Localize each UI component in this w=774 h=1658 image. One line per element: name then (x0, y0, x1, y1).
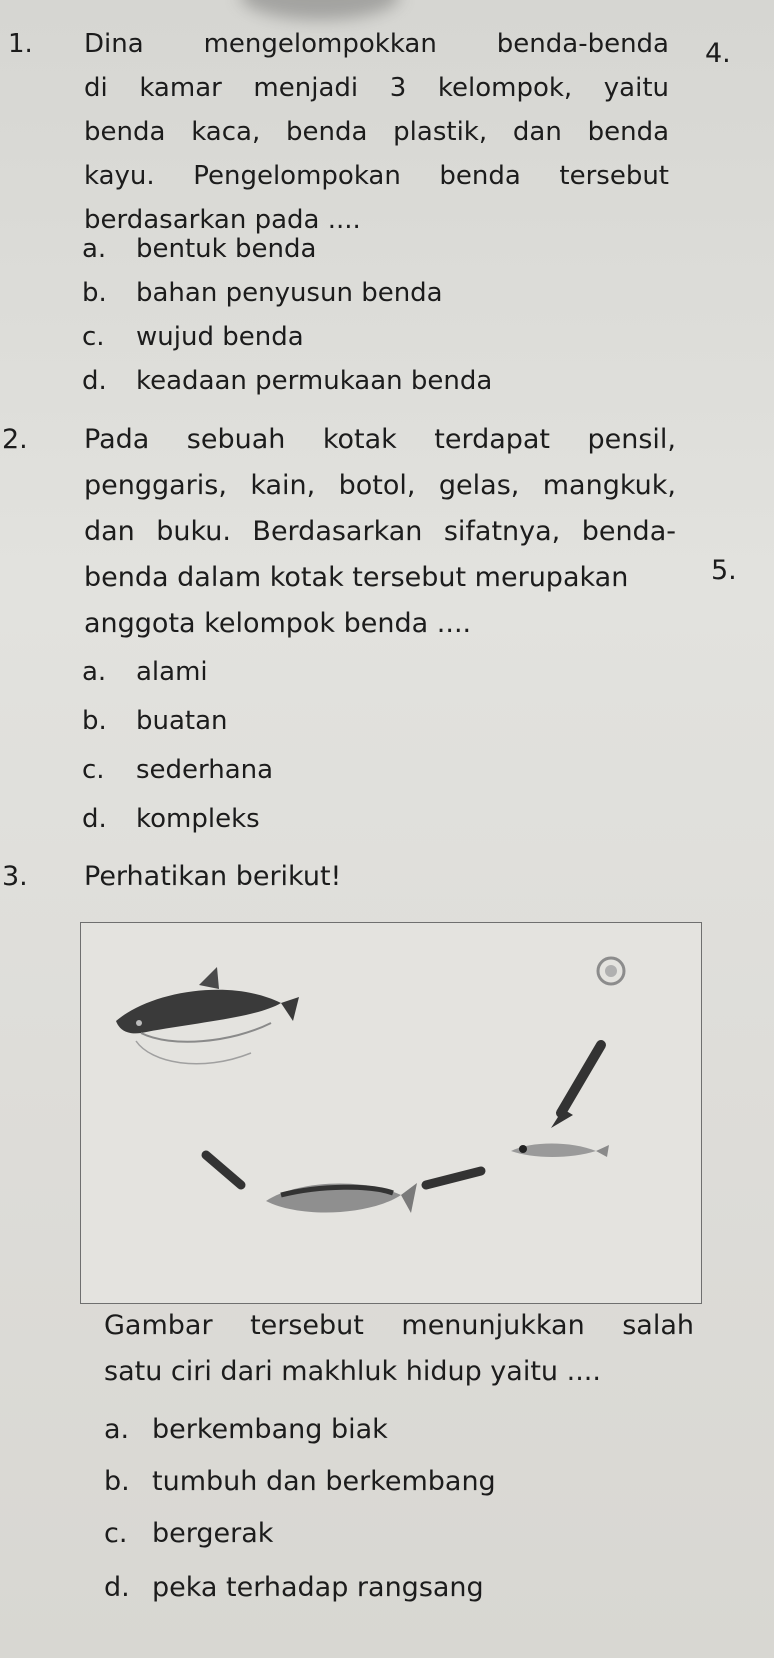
option-a[interactable] (82, 650, 208, 694)
option-c[interactable] (82, 315, 304, 359)
option-c[interactable] (82, 748, 273, 792)
option-text: keadaan permukaan benda (136, 366, 493, 396)
option-letter: c. (82, 322, 105, 352)
option-a[interactable] (104, 1408, 388, 1452)
question-text-line: di kamar menjadi 3 kelompok, yaitu (84, 73, 669, 103)
option-c[interactable] (104, 1512, 273, 1556)
option-letter: b. (82, 706, 107, 736)
option-b[interactable] (82, 699, 228, 743)
option-letter: a. (82, 657, 107, 687)
option-text: alami (136, 657, 208, 687)
option-text: buatan (136, 706, 228, 736)
option-letter: d. (82, 804, 107, 834)
question-text-line: penggaris, kain, botol, gelas, mangkuk, (84, 470, 676, 501)
movement-arrow (426, 1171, 481, 1185)
option-b[interactable] (82, 271, 443, 315)
option-d[interactable] (82, 359, 492, 403)
option-letter: c. (104, 1518, 128, 1549)
option-letter: b. (104, 1466, 130, 1497)
movement-arrow (206, 1155, 241, 1185)
side-question-number-5: 5. (711, 555, 737, 586)
fish-tail (281, 997, 299, 1021)
option-letter: b. (82, 278, 107, 308)
option-a[interactable] (82, 227, 316, 271)
question-text-line: dan buku. Berdasarkan sifatnya, benda- (84, 516, 676, 547)
option-text: bahan penyusun benda (136, 278, 443, 308)
option-text: sederhana (136, 755, 274, 785)
fish-drawing (81, 923, 701, 1303)
option-d[interactable] (82, 797, 260, 841)
fish-outline (136, 1041, 251, 1064)
option-text: bentuk benda (136, 234, 317, 264)
option-d[interactable] (104, 1566, 484, 1610)
side-question-number-4: 4. (705, 38, 731, 69)
movement-arrow (561, 1045, 601, 1113)
question-number: 1. (8, 29, 33, 59)
question-text-line: berdasarkan pada .... (84, 205, 361, 235)
option-text: tumbuh dan berkembang (152, 1466, 496, 1497)
option-text: kompleks (136, 804, 260, 834)
option-b[interactable] (104, 1460, 496, 1504)
option-text: wujud benda (136, 322, 304, 352)
option-letter: c. (82, 755, 105, 785)
figure-caption-line: Gambar tersebut menunjukkan salah (104, 1310, 694, 1341)
question-text-line: Perhatikan berikut! (84, 861, 342, 892)
option-letter: a. (82, 234, 107, 264)
fish-tail (401, 1183, 417, 1213)
fish-fin (199, 967, 219, 989)
question-text-line: anggota kelompok benda .... (84, 608, 472, 639)
option-letter: a. (104, 1414, 130, 1445)
option-text: bergerak (152, 1518, 274, 1549)
question-text-line: benda dalam kotak tersebut merupakan (84, 562, 629, 593)
question-text-line: benda kaca, benda plastik, dan benda (84, 117, 669, 147)
question-text-line: Dina mengelompokkan benda-benda (84, 29, 669, 59)
question-number: 3. (2, 861, 28, 892)
question-text-line: Pada sebuah kotak terdapat pensil, (84, 424, 676, 455)
option-letter: d. (104, 1572, 130, 1603)
figure-caption-line: satu ciri dari makhluk hidup yaitu .... (104, 1356, 601, 1387)
fish-movement-illustration (80, 922, 702, 1304)
option-text: berkembang biak (152, 1414, 388, 1445)
option-text: peka terhadap rangsang (152, 1572, 484, 1603)
fish-body (116, 990, 281, 1034)
question-number: 2. (2, 424, 28, 455)
question-text-line: kayu. Pengelompokan benda tersebut (84, 161, 669, 191)
option-letter: d. (82, 366, 107, 396)
page-shadow (240, 0, 400, 20)
